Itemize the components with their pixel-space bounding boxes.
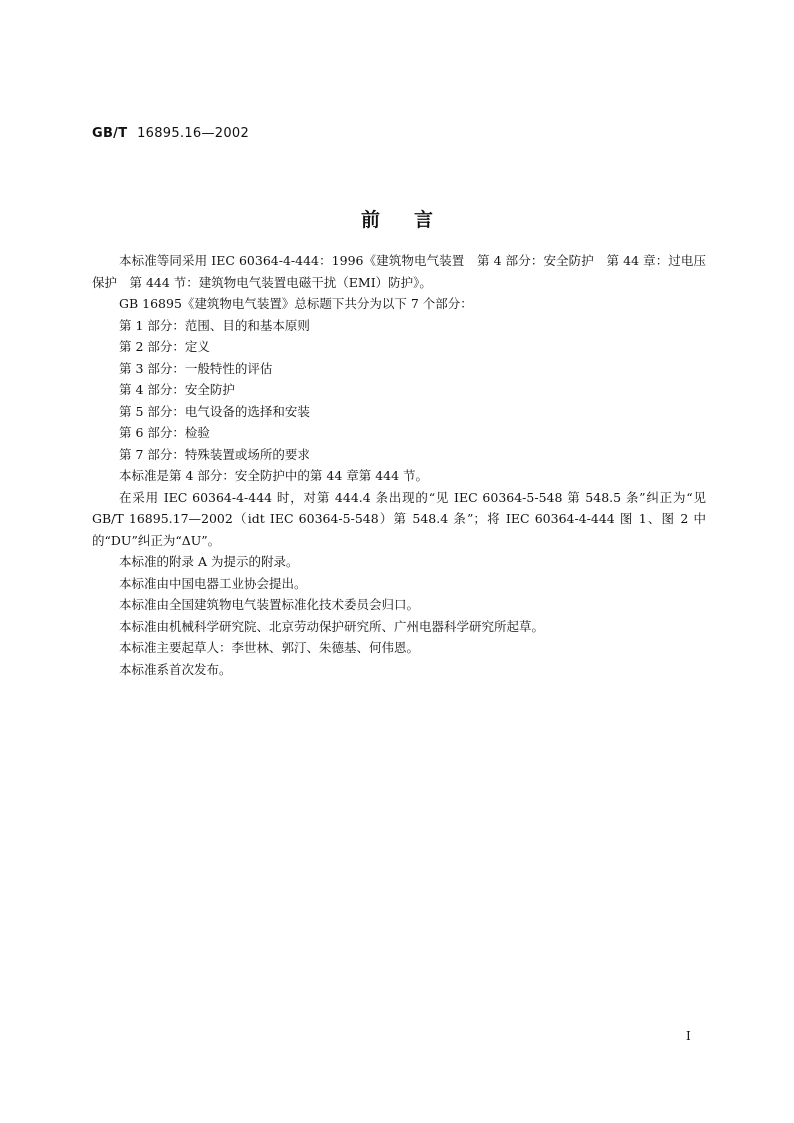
standard-code (92, 126, 249, 141)
list-item-part-7: 第 7 部分：特殊装置或场所的要求 (119, 446, 310, 462)
page-title: 前言 (360, 209, 467, 231)
paragraph-committee: 本标准由全国建筑物电气装置标准化技术委员会归口。 (119, 597, 420, 612)
list-item-part-4: 第 4 部分：安全防护 (119, 382, 235, 397)
paragraph-parts-intro: GB 16895《建筑物电气装置》总标题下共分为以下 7 个部分： (119, 296, 473, 311)
list-item-part-3: 第 3 部分：一般特性的评估 (119, 360, 273, 376)
standard-code-prefix: GB/T (92, 126, 128, 141)
standard-code-number: 16895.16—2002 (137, 126, 250, 141)
paragraph-proposer: 本标准由中国电器工业协会提出。 (119, 575, 307, 591)
list-item-part-2: 第 2 部分：定义 (119, 339, 210, 354)
paragraph-annex: 本标准的附录 A 为提示的附录。 (119, 554, 299, 569)
paragraph-first-issue: 本标准系首次发布。 (119, 661, 232, 677)
paragraph-adoption: 本标准等同采用 IEC 60364-4-444：1996《建筑物电气装置 第 4 部分：安全防护 第 44 章：过电压保护 第 444 节：建筑物电气装置电磁干扰（EMI）防护》。 (92, 253, 706, 290)
paragraph-corrections: 在采用 IEC 60364-4-444 时，对第 444.4 条出现的“见 IEC 60364-5-548 第 548.5 条”纠正为“见 GB/T 16895.17—2002（idt IEC 60364-5-548）第 548.4 条”；将 IEC 60364-4-444 图 1、图 2 中的“DU”纠正为“ΔU”。 (92, 489, 706, 548)
paragraph-drafting-orgs: 本标准由机械科学研究院、北京劳动保护研究所、广州电器科学研究所起草。 (119, 618, 545, 634)
page-number: I (686, 1029, 691, 1043)
paragraph-drafters: 本标准主要起草人：李世林、郭汀、朱德基、何伟恩。 (119, 640, 420, 655)
paragraph-scope: 本标准是第 4 部分：安全防护中的第 44 章第 444 节。 (119, 468, 429, 483)
list-item-part-5: 第 5 部分：电气设备的选择和安装 (119, 403, 310, 419)
list-item-part-6: 第 6 部分：检验 (119, 425, 210, 440)
preface-body (92, 250, 706, 680)
list-item-part-1: 第 1 部分：范围、目的和基本原则 (119, 317, 310, 333)
